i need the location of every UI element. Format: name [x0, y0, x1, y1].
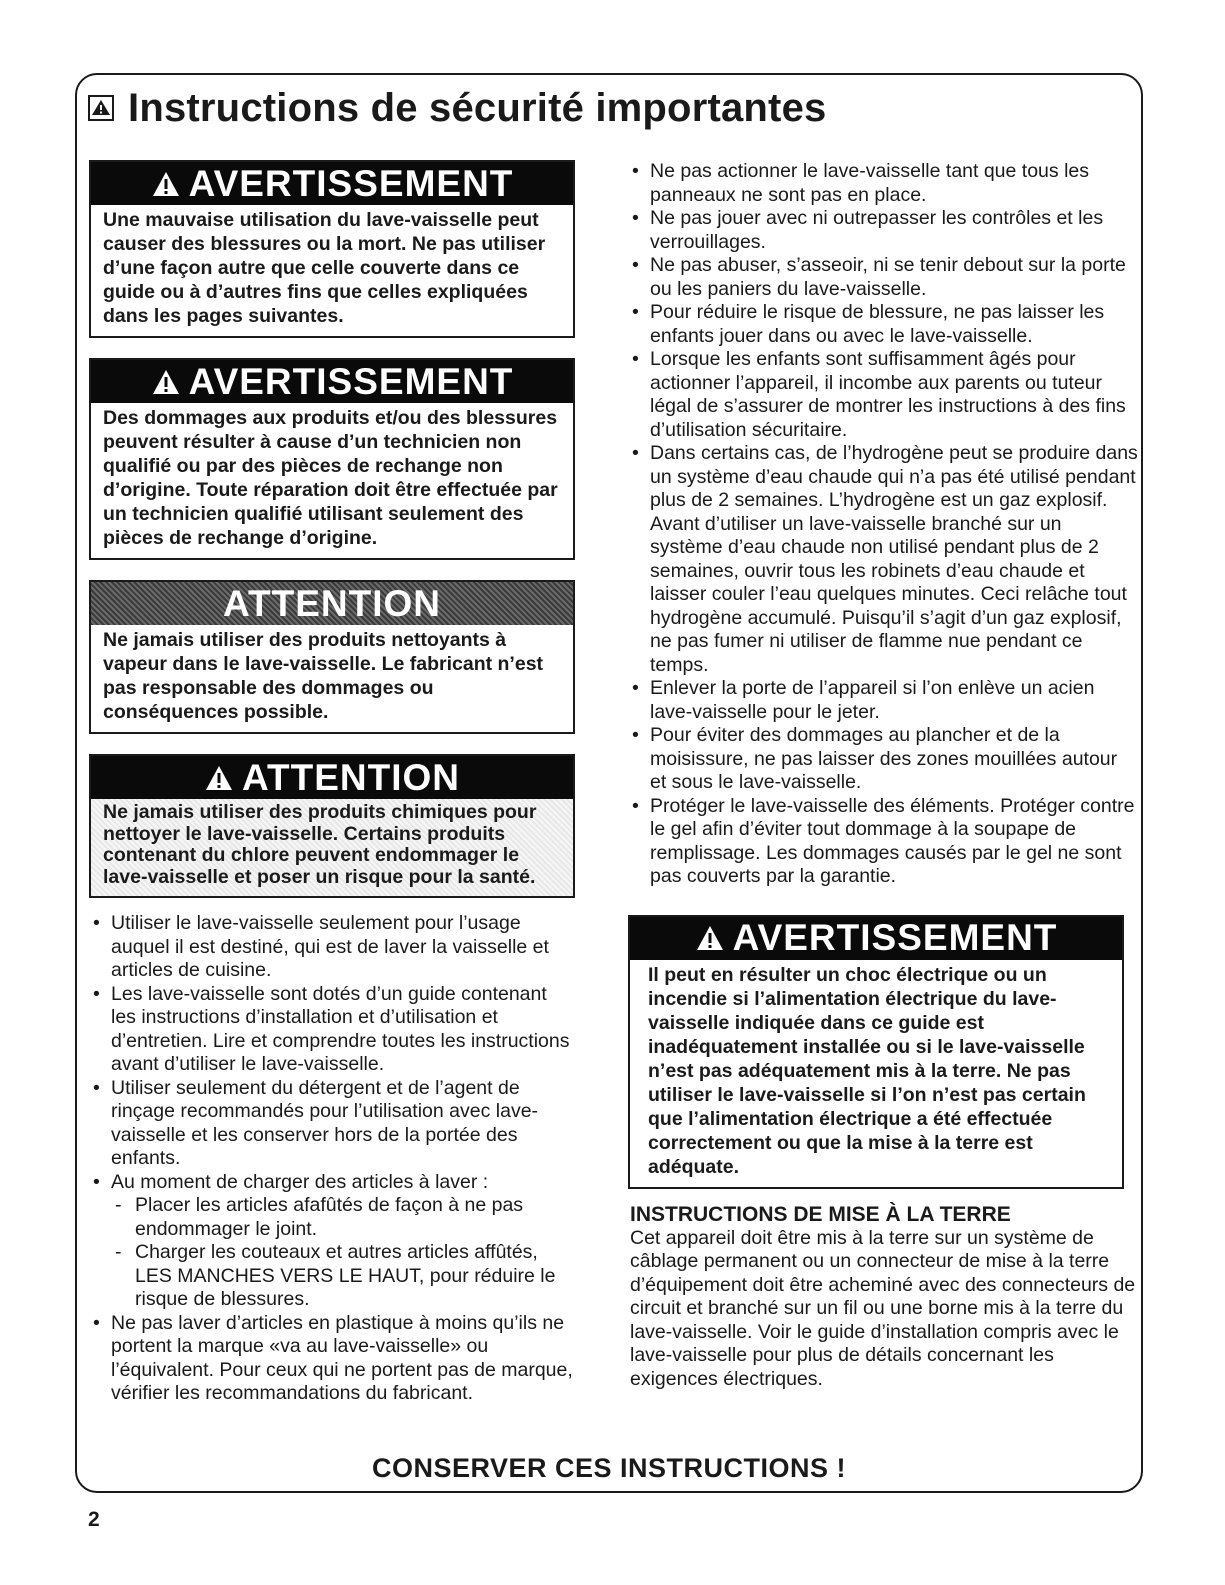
right-bullet-list	[628, 160, 1138, 889]
sub-list	[111, 1194, 575, 1312]
attention-box-steam	[89, 580, 575, 734]
safety-manual-icon	[88, 95, 114, 121]
page-title-text: Instructions de sécurité importantes	[128, 85, 827, 130]
left-column	[89, 160, 575, 1406]
attention-heading: ATTENTION	[91, 756, 573, 799]
warning-heading: AVERTISSEMENT	[91, 162, 573, 205]
attention-heading: ATTENTION	[91, 582, 573, 625]
list-item: • Au moment de charger des articles à laver : - Placer les articles afafûtés de façon à ne pas endommager le joint. - Charger les couteaux et autres articles affûtés, LES MANCHES VERS LE HAUT, pour réduire le risque de blessures.	[89, 1171, 575, 1312]
list-item: • Protéger le lave-vaisselle des éléments. Protéger contre le gel afin d’éviter tout dommage à la soupape de remplissage. Les dommages causés par le gel ne sont pas couverts par la garantie.	[632, 794, 1135, 887]
attention-text: Ne jamais utiliser des produits chimiques pour nettoyer le lave-vaisselle. Certains produits contenant du chlore peuvent endommager le lave-vaisselle et poser un risque pour la santé.	[103, 801, 537, 888]
warning-triangle-icon	[151, 170, 181, 198]
list-item: • Ne pas abuser, s’asseoir, ni se tenir debout sur la porte ou les paniers du lave-vaisselle.	[632, 254, 1126, 300]
grounding-title: INSTRUCTIONS DE MISE À LA TERRE	[630, 1202, 1011, 1226]
attention-text: Ne jamais utiliser des produits nettoyants à vapeur dans le lave-vaisselle. Le fabricant n’est pas responsable des dommages ou conséquences possible.	[103, 629, 544, 723]
list-item: • Pour réduire le risque de blessure, ne pas laisser les enfants jouer dans ou avec le lave-vaisselle.	[632, 301, 1105, 347]
warning-triangle-icon	[695, 924, 725, 952]
warning-box-repair	[89, 358, 575, 560]
right-column	[628, 160, 1138, 1391]
page-title	[88, 78, 826, 138]
left-bullet-list	[89, 912, 575, 1406]
list-item: • Ne pas actionner le lave-vaisselle tant que tous les panneaux ne sont pas en place.	[632, 160, 1089, 206]
warning-text: Des dommages aux produits et/ou des blessures peuvent résulter à cause d’un technicien non qualifié ou par des pièces de rechange non d’origine. Toute réparation doit être effectuée par un technicien qualifié utilisant seulement des pièces de rechange d’origine.	[103, 407, 558, 549]
attention-box-chemicals	[89, 754, 575, 898]
list-item: • Utiliser seulement du détergent et de l’agent de rinçage recommandés pour l’utilisation avec lave-vaisselle et les conserver hors de la portée des enfants.	[93, 1076, 539, 1169]
list-item: • Ne pas jouer avec ni outrepasser les contrôles et les verrouillages.	[632, 207, 1104, 253]
list-item: • Ne pas laver d’articles en plastique à moins qu’ils ne portent la marque «va au lave-vaisselle» ou l’équivalent. Pour ceux qui ne portent pas de marque, vérifier les recommandations du fabricant.	[93, 1311, 573, 1404]
warning-text: Il peut en résulter un choc électrique ou un incendie si l’alimentation électrique du lave-vaisselle indiquée dans ce guide est inadéquatement installée ou si le lave-vaisselle n’est pas adéquatement mis à la terre. Ne pas utiliser le lave-vaisselle si l’on n’est pas certain que l’alimentation électrique a été effectuée correctement ou que la mise à la terre est adéquate.	[648, 963, 1086, 1178]
list-item: • Lorsque les enfants sont suffisamment âgés pour actionner l’appareil, il incombe aux parents ou tuteur légal de s’assurer de montrer les instructions à des fins d’utilisation sécuritaire.	[632, 348, 1126, 441]
warning-triangle-icon	[204, 764, 234, 792]
warning-heading: AVERTISSEMENT	[91, 360, 573, 403]
warning-heading: AVERTISSEMENT	[630, 917, 1122, 960]
list-item: • Utiliser le lave-vaisselle seulement pour l’usage auquel il est destiné, qui est de laver la vaisselle et articles de cuisine.	[93, 912, 549, 981]
warning-triangle-icon	[151, 368, 181, 396]
page-number: 2	[88, 1508, 100, 1531]
footer-title: CONSERVER CES INSTRUCTIONS !	[371, 1453, 847, 1483]
grounding-text: Cet appareil doit être mis à la terre sur un système de câblage permanent ou un connecteur de mise à la terre d’équipement doit être acheminé avec des connecteurs de circuit et branché sur un fil ou une borne mis à la terre du lave-vaisselle. Voir le guide d’installation compris avec le lave-vaisselle pour plus de détails concernant les exigences électriques.	[630, 1226, 1136, 1390]
warning-box-electrical	[628, 915, 1124, 1189]
list-item: • Dans certains cas, de l’hydrogène peut se produire dans un système d’eau chaude qui n’a pas été utilisé pendant plus de 2 semaines. L’hydrogène est un gaz explosif. Avant d’utiliser un lave-vaisselle branché sur un système d’eau chaude non utilisé pendant plus de 2 semaines, ouvrir tous les robinets d’eau chaude et laisser couler l’eau quelques minutes. Ceci relâche tout hydrogène accumulé. Puisqu’il s’agit d’un gaz explosif, ne pas fumer ni utiliser de flamme nue pendant ce temps.	[632, 442, 1138, 676]
list-item: • Pour éviter des dommages au plancher et de la moisissure, ne pas laisser des zones mouillées autour et sous le lave-vaisselle.	[632, 724, 1118, 793]
sub-list-item: - Placer les articles afafûtés de façon à ne pas endommager le joint.	[115, 1194, 524, 1240]
sub-list-item: - Charger les couteaux et autres articles affûtés, LES MANCHES VERS LE HAUT, pour réduire le risque de blessures.	[115, 1241, 556, 1310]
warning-box-misuse	[89, 160, 575, 338]
list-item: • Enlever la porte de l’appareil si l’on enlève un acien lave-vaisselle pour le jeter.	[632, 677, 1095, 723]
warning-text: Une mauvaise utilisation du lave-vaisselle peut causer des blessures ou la mort. Ne pas utiliser d’une façon autre que celle couverte dans ce guide ou à d’autres fins que celles expliquées dans les pages suivantes.	[103, 209, 546, 327]
list-item: • Les lave-vaisselle sont dotés d’un guide contenant les instructions d’installation et d’utilisation et d’entretien. Lire et comprendre toutes les instructions avant d’utiliser le lave-vaisselle.	[93, 982, 570, 1075]
